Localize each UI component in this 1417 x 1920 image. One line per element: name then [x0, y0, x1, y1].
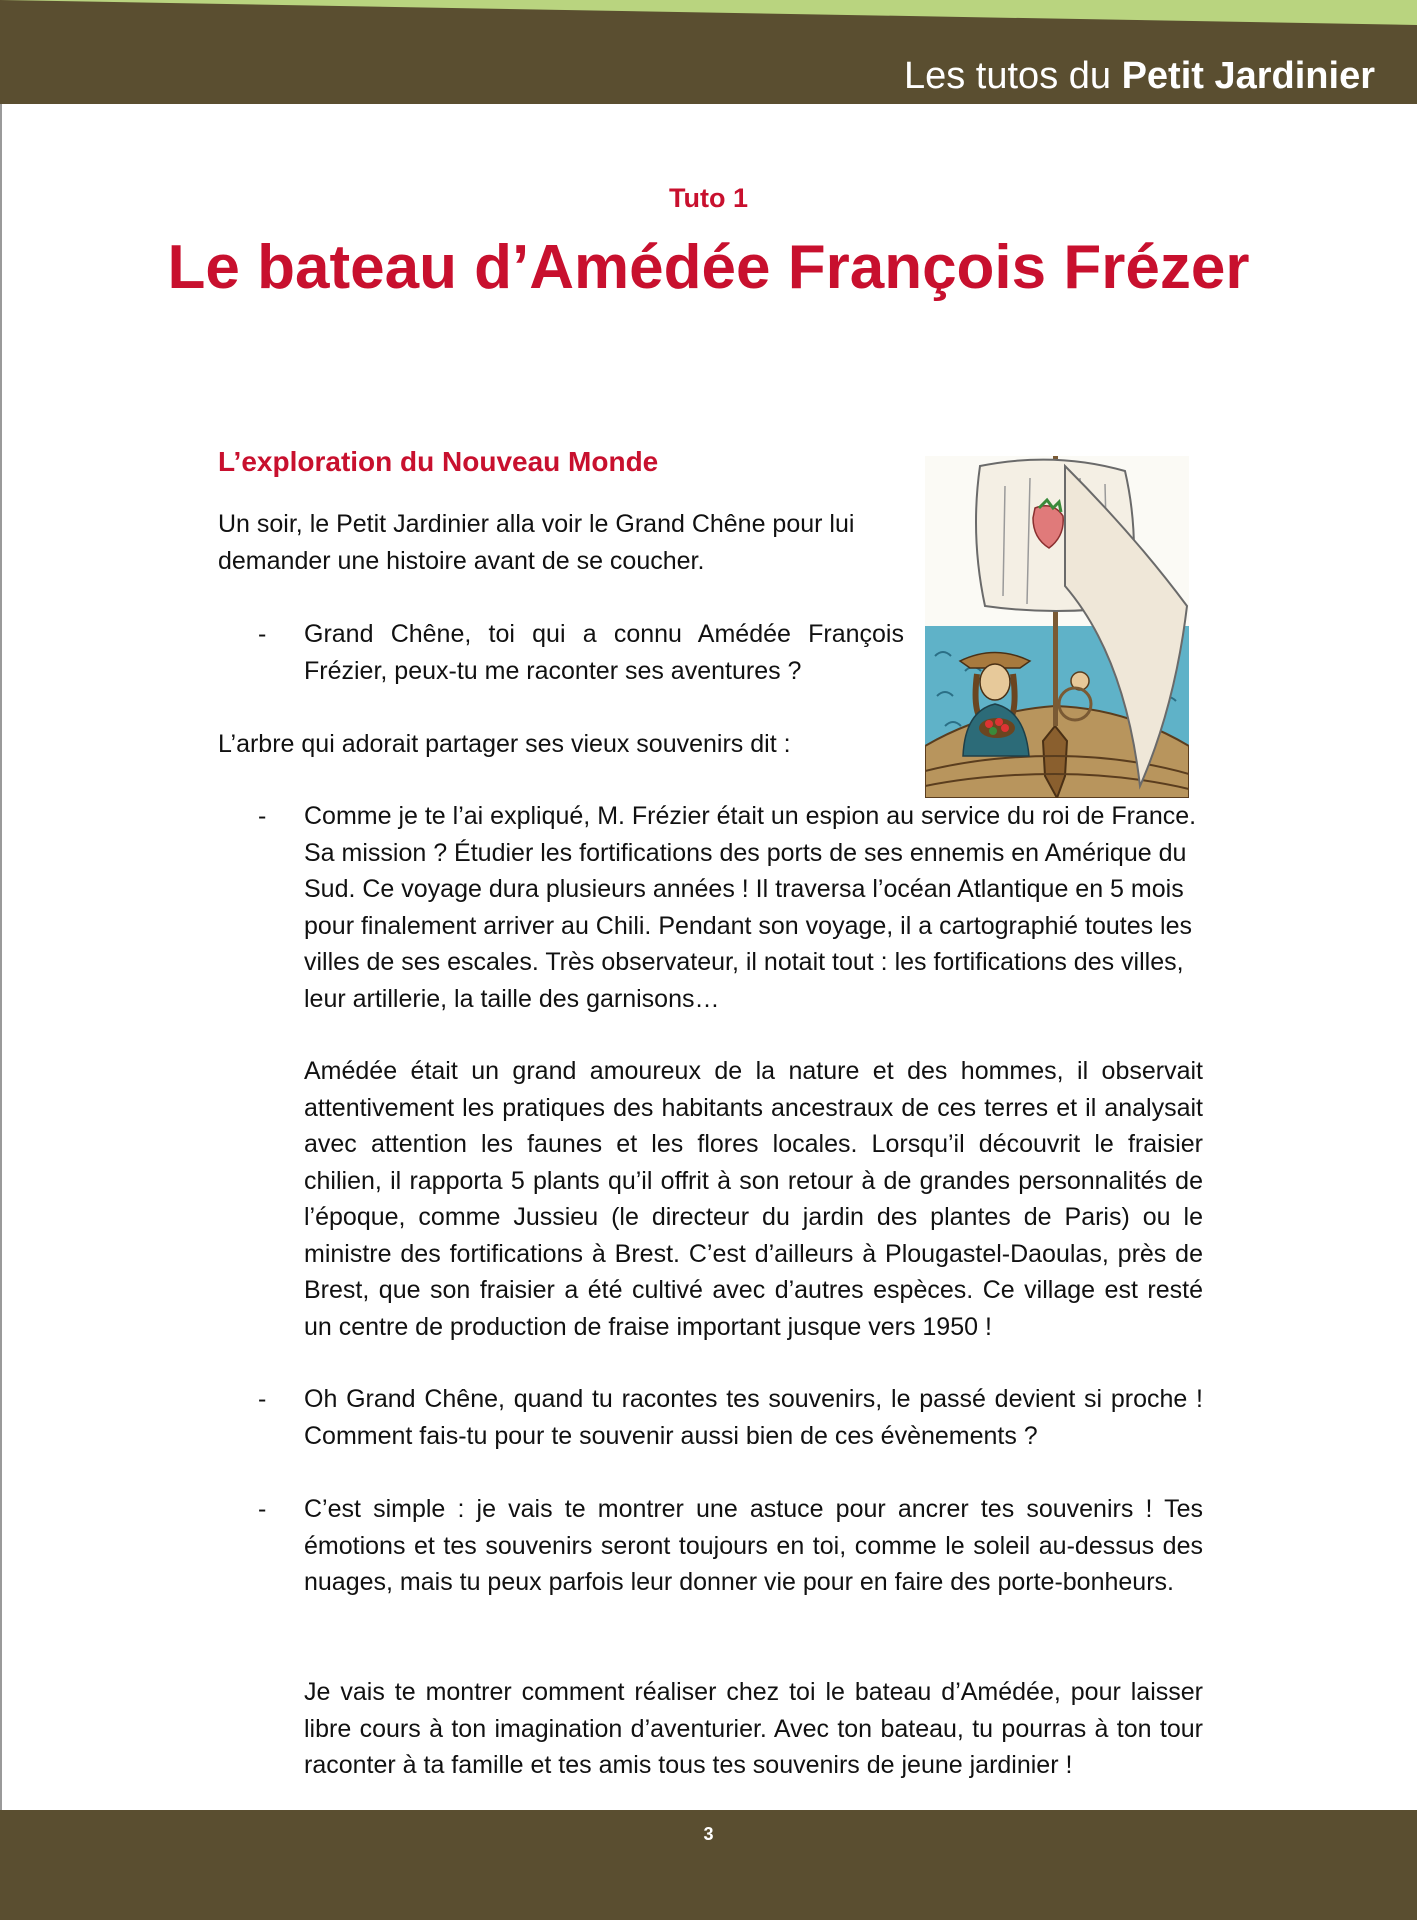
header-title	[904, 52, 1375, 100]
page-number: 3	[703, 1824, 714, 1844]
tuto-label: Tuto 1	[669, 183, 748, 213]
dialogue-text: Je vais te montrer comment réaliser chez toi le bateau d’Amédée, pour laisser libre cours à ton imagination d’aventurier. Avec ton bateau, tu pourras à ton tour raconter à ta famille et tes amis tous tes souvenirs de jeune jardinier !	[304, 1678, 1203, 1779]
dialogue-item	[218, 616, 904, 689]
section-title: L’exploration du Nouveau Monde	[218, 446, 659, 477]
ship-illustration	[925, 456, 1189, 798]
dialogue-dash: -	[258, 620, 267, 648]
dialogue-item	[218, 1491, 1203, 1601]
dialogue-item	[218, 798, 1203, 1017]
page-title: Le bateau d’Amédée François Frézer	[167, 233, 1250, 302]
dialogue-text: C’est simple : je vais te montrer une astuce pour ancrer tes souvenirs ! Tes émotions et tes souvenirs seront toujours en toi, comme le soleil au-dessus des nuages, mais tu peux parfois leur donner vie pour en faire des porte-bonheurs.	[304, 1495, 1203, 1596]
dialogue-dash: -	[258, 1385, 267, 1413]
dialogue-dash: -	[258, 1495, 267, 1523]
dialogue-text: Oh Grand Chêne, quand tu racontes tes souvenirs, le passé devient si proche ! Comment fais-tu pour te souvenir aussi bien de ces évènements ?	[304, 1385, 1203, 1450]
header-title-brand: Petit Jardinier	[1121, 55, 1375, 97]
intro-paragraph: Un soir, le Petit Jardinier alla voir le Grand Chêne pour lui demander une histoire avant de se coucher.	[218, 510, 855, 575]
page-left-border	[0, 104, 2, 1810]
dialogue-dash: -	[258, 802, 267, 830]
ship-illustration-drawing	[925, 456, 1189, 798]
narration-paragraph: L’arbre qui adorait partager ses vieux souvenirs dit :	[218, 730, 791, 758]
dialogue-continuation	[218, 1053, 1203, 1345]
dialogue-text: Amédée était un grand amoureux de la nature et des hommes, il observait attentivement les pratiques des habitants ancestraux de ces terres et il analysait avec attention les faunes et les flores locales. Lorsqu’il découvrit le fraisier chilien, il rapporta 5 plants qu’il offrit à son retour à de grandes personnalités de l’époque, comme Jussieu (le directeur du jardin des plantes de Paris) ou le ministre des fortifications à Brest. C’est d’ailleurs à Plougastel-Daoulas, près de Brest, que son fraisier a été cultivé avec d’autres espèces. Ce village est resté un centre de production de fraise important jusque vers 1950 !	[304, 1057, 1203, 1341]
header-title-prefix: Les tutos du	[903, 55, 1122, 97]
dialogue-item	[218, 1381, 1203, 1454]
dialogue-continuation	[218, 1674, 1203, 1784]
dialogue-text: Grand Chêne, toi qui a connu Amédée François Frézier, peux-tu me raconter ses aventures ?	[304, 620, 904, 685]
dialogue-text: Comme je te l’ai expliqué, M. Frézier était un espion au service du roi de France. Sa mission ? Étudier les fortifications des ports de ses ennemis en Amérique du Sud. Ce voyage dura plusieurs années ! Il traversa l’océan Atlantique en 5 mois pour finalement arriver au Chili. Pendant son voyage, il a cartographié toutes les villes de ses escales. Très observateur, il notait tout : les fortifications des villes, leur artillerie, la taille des garnisons…	[304, 802, 1197, 1013]
